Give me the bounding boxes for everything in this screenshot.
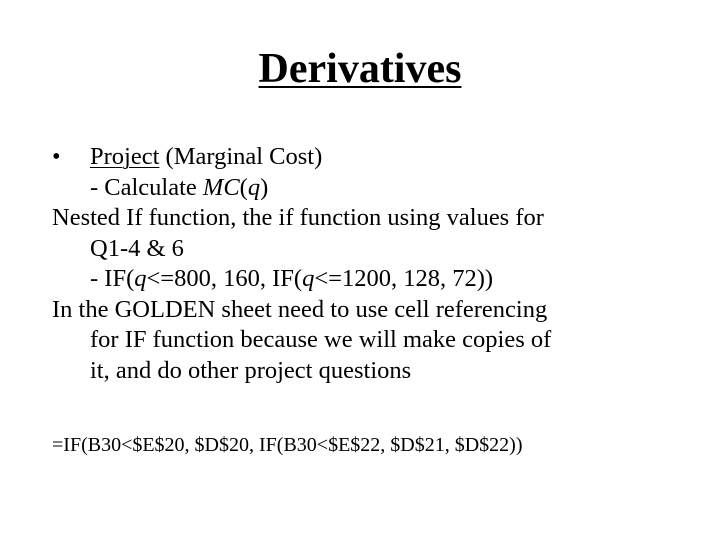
project-label: Project: [90, 143, 160, 170]
calculate-line: [52, 173, 692, 204]
q-variable: q: [134, 265, 147, 292]
q-variable: q: [302, 265, 315, 292]
bullet-icon: •: [52, 143, 61, 170]
if-expression-line: [52, 264, 692, 295]
nested-if-values-line: Q1-4 & 6: [90, 234, 184, 262]
excel-formula: =IF(B30<$E$20, $D$20, IF(B30<$E$22, $D$21, $D$22)): [52, 434, 523, 456]
project-bullet-line: [52, 142, 692, 173]
slide-body: [52, 142, 692, 386]
golden-sheet-line-3: it, and do other project questions: [90, 356, 412, 384]
q-variable: q: [247, 173, 261, 201]
golden-sheet-line: In the GOLDEN sheet need to use cell referencing: [52, 295, 548, 323]
project-description: (Marginal Cost): [159, 143, 323, 170]
if-expr-part: - IF(: [90, 265, 135, 292]
mc-variable: MC: [202, 173, 240, 201]
golden-sheet-line-2: for IF function because we will make copies of: [90, 326, 552, 353]
calculate-open-paren: (: [239, 173, 248, 201]
if-expr-part: <=800, 160, IF(: [146, 265, 303, 292]
slide-title: Derivatives: [258, 46, 462, 92]
calculate-close-paren: ): [260, 173, 269, 201]
nested-if-line: Nested If function, the if function using values for: [52, 204, 544, 231]
if-expr-part: <=1200, 128, 72)): [314, 265, 494, 292]
calculate-prefix: - Calculate: [90, 173, 203, 201]
